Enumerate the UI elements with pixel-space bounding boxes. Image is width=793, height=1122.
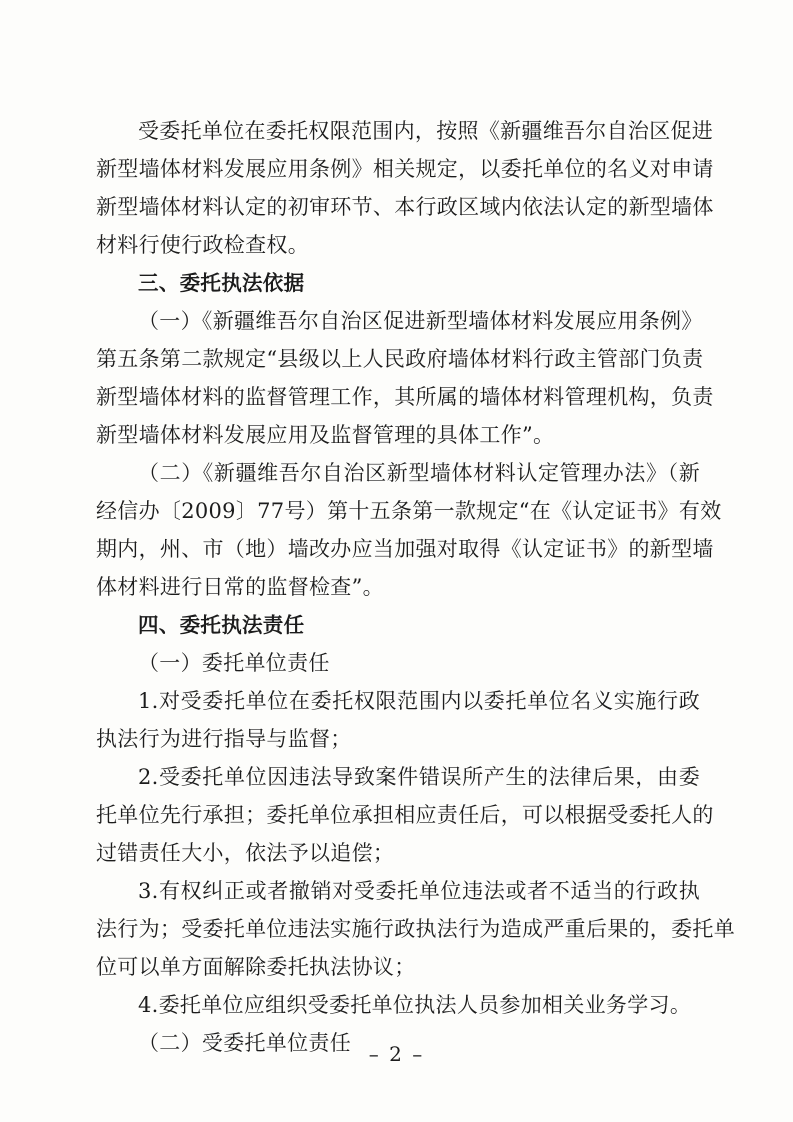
text-line: （一）《新疆维吾尔自治区促进新型墙体材料发展应用条例》	[138, 309, 703, 333]
text-line: 新型墙体材料认定的初审环节、本行政区域内依法认定的新型墙体	[96, 195, 714, 219]
text-line: 3.有权纠正或者撤销对受委托单位违法或者不适当的行政执	[138, 879, 700, 903]
text-line: 位可以单方面解除委托执法协议；	[96, 955, 416, 979]
text-line: 法行为；受委托单位违法实施行政执法行为造成严重后果的，委托单	[96, 917, 735, 941]
page-number: – 2 –	[368, 1042, 425, 1066]
text-line: 体材料进行日常的监督检查”。	[96, 575, 384, 599]
text-line: （二）受委托单位责任	[138, 1031, 351, 1055]
text-line: 新型墙体材料发展应用及监督管理的具体工作”。	[96, 423, 555, 447]
text-line: （一）委托单位责任	[138, 651, 330, 675]
document-body	[96, 112, 735, 1062]
text-line: 托单位先行承担；委托单位承担相应责任后，可以根据受委托人的	[96, 803, 714, 827]
text-line: （二）《新疆维吾尔自治区新型墙体材料认定管理办法》（新	[138, 461, 700, 485]
text-line: 4.委托单位应组织受委托单位执法人员参加相关业务学习。	[138, 993, 692, 1017]
section-heading: 四、委托执法责任	[138, 613, 305, 637]
text-line: 过错责任大小，依法予以追偿；	[96, 841, 395, 865]
text-line: 受委托单位在委托权限范围内，按照《新疆维吾尔自治区促进	[138, 119, 714, 143]
text-line: 1.对受委托单位在委托权限范围内以委托单位名义实施行政	[138, 689, 700, 713]
text-line: 材料行使行政检查权。	[96, 233, 309, 257]
text-line: 2.受委托单位因违法导致案件错误所产生的法律后果，由委	[138, 765, 700, 789]
text-line: 期内，州、市（地）墙改办应当加强对取得《认定证书》的新型墙	[96, 537, 714, 561]
text-line: 经信办〔2009〕77号）第十五条第一款规定“在《认定证书》有效	[96, 499, 722, 523]
text-line: 新型墙体材料的监督管理工作，其所属的墙体材料管理机构，负责	[96, 385, 714, 409]
section-heading: 三、委托执法依据	[138, 271, 305, 295]
text-line: 新型墙体材料发展应用条例》相关规定，以委托单位的名义对申请	[96, 157, 714, 181]
text-line: 第五条第二款规定“县级以上人民政府墙体材料行政主管部门负责	[96, 347, 704, 371]
text-line: 执法行为进行指导与监督；	[96, 727, 352, 751]
